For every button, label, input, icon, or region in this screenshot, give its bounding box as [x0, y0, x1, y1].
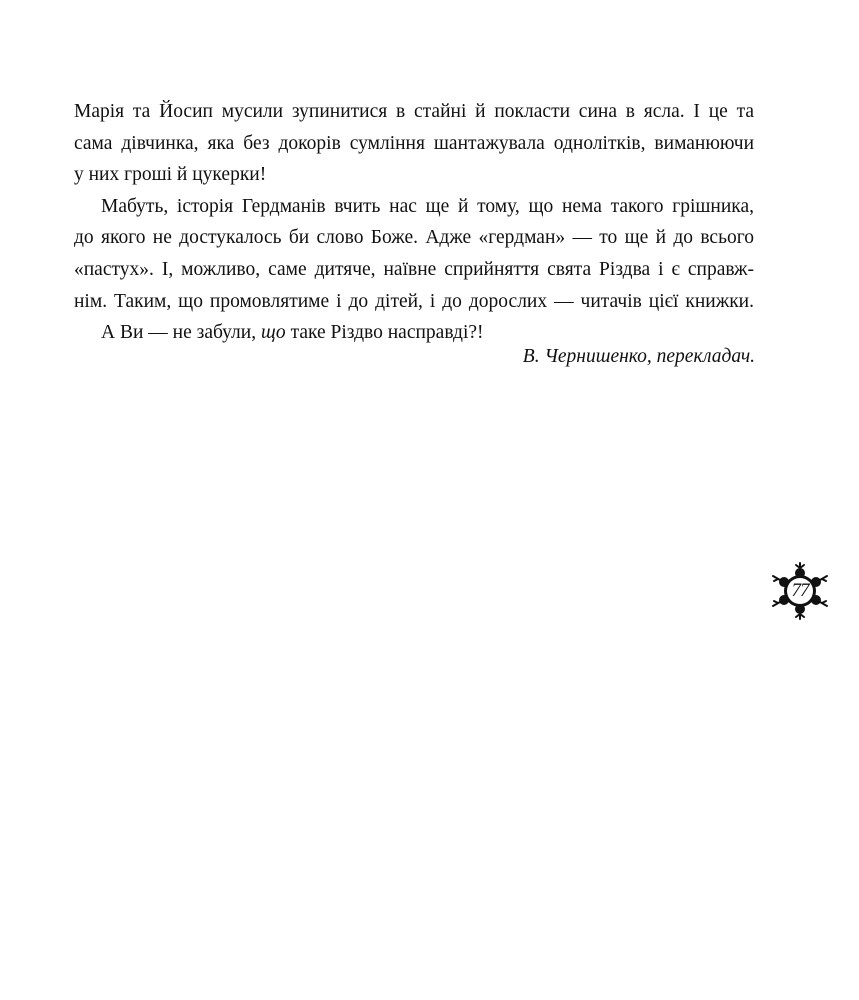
- paragraph-2-line-2: до якого не достукалось би слово Боже. Адже «гердман» — то ще й до всього: [74, 227, 754, 249]
- page-number: 77: [791, 580, 809, 601]
- paragraph-1-line-3: у них гроші й цукерки!: [74, 164, 267, 186]
- paragraph-1-line-1: Марія та Йосип мусили зупинитися в стайні й покласти сина в ясла. І це та: [74, 101, 754, 122]
- paragraph-2-line-4: нім. Таким, що промовлятиме і до дітей, і до дорослих — читачів цієї книжки.: [74, 290, 754, 312]
- body-text: [74, 96, 754, 349]
- translator-signature: В. Чернишенко, перекладач.: [522, 346, 755, 367]
- paragraph-3-after: таке Різдво насправді?!: [285, 322, 484, 344]
- paragraph-2-line-1: Мабуть, історія Гердманів вчить нас ще й тому, що нема такого грішника,: [101, 195, 754, 217]
- paragraph-3: [74, 317, 754, 349]
- paragraph-1-line-2: сама дівчинка, яка без докорів сумління шантажувала однолітків, виманюючи: [74, 132, 754, 154]
- paragraph-2-line-3: «пастух». І, можливо, саме дитяче, наївне сприйняття свята Різдва і є справж-: [74, 258, 754, 280]
- paragraph-3-emphasis: що: [260, 322, 286, 344]
- page-number-ornament: [770, 562, 830, 620]
- paragraph-3-before: А Ви — не забули,: [101, 322, 261, 344]
